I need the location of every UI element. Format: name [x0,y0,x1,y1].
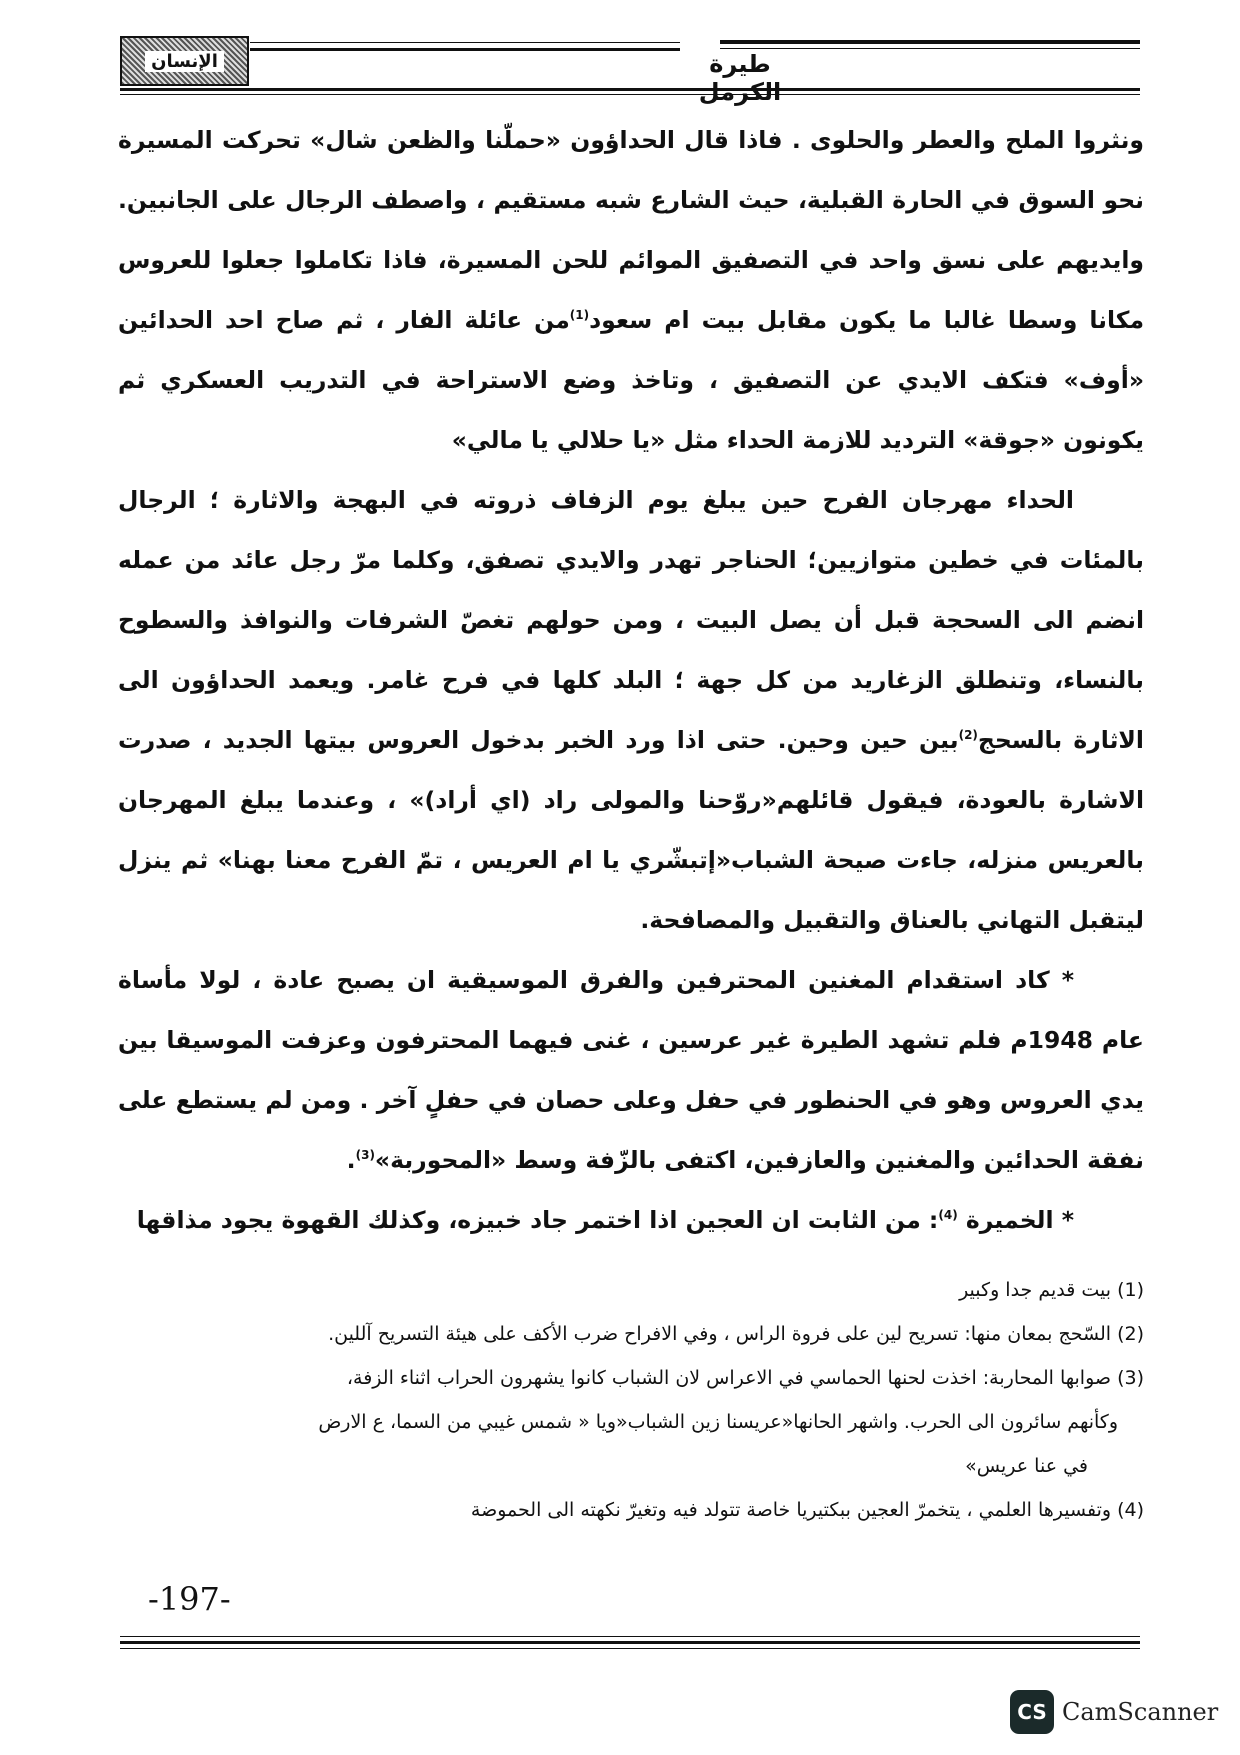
publication-logo [120,36,249,86]
header-rule [720,40,1140,44]
page-header [120,28,1140,106]
footnote-reference: (2) [958,728,978,743]
footnote: (2) السّحج بمعان منها: تسريح لين على فروة الراس ، وفي الافراح ضرب الأكف على هيئة التسريح آللين. [328,1323,1144,1345]
body-text [118,110,1144,1250]
paragraph: * الخميرة $^{(4)}$: من الثابت ان العجين اذا اختمر جاد خبيزه، وكذلك القهوة يجود مذاقها [136,1206,1074,1234]
footnote: (1) بيت قديم جدا وكبير [959,1279,1144,1301]
paragraph: ونثروا الملح والعطر والحلوى . فاذا قال الحداؤون «حملّنا والظعن شال» تحركت المسيرة نحو السوق في الحارة القبلية، حيث الشارع شبه مستقيم ، واصطف الرجال على الجانبين. وايديهم على نسق واحد في التصفيق الموائم للحن المسيرة، فاذا تكاملوا جعلوا للعروس مكانا وسطا غالبا ما يكون مقابل بيت ام سعود$^{(1)}$من عائلة الفار ، ثم صاح احد الحدائين «أوف» فتكف الايدي عن التصفيق ، وتاخذ وضع الاستراحة في التدريب العسكري ثم يكونون «جوقة» الترديد للازمة الحداء مثل «يا حلالي يا مالي» [118,126,1145,454]
header-rule [120,88,1140,91]
paragraph: الحداء مهرجان الفرح حين يبلغ يوم الزفاف ذروته في البهجة والاثارة ؛ الرجال بالمئات في خطين متوازيين؛ الحناجر تهدر والايدي تصفق، وكلما مرّ رجل عائد من عمله انضم الى السحجة قبل أن يصل البيت ، ومن حولهم تغصّ الشرفات والنوافذ والسطوح بالنساء، وتنطلق الزغاريد من كل جهة ؛ البلد كلها في فرح غامر. ويعمد الحداؤون الى الاثارة بالسحج$^{(2)}$بين حين وحين. حتى اذا ورد الخبر بدخول العروس بيتها الجديد ، صدرت الاشارة بالعودة، فيقول قائلهم«روّحنا والمولى راد (اي أراد)» ، وعندما يبلغ المهرجان بالعريس منزله، جاءت صيحة الشباب«إتبشّري يا ام العريس ، تمّ الفرح معنا بهنا» ثم ينزل ليتقبل التهاني بالعناق والتقبيل والمصافحة. [118,486,1144,934]
running-title: طيرة الكرمل [698,50,782,106]
header-rule [250,42,680,43]
camscanner-watermark [1010,1690,1218,1734]
footnote: (3) صوابها المحاربة: اخذت لحنها الحماسي في الاعراس لان الشباب كانوا يشهرون الحراب اثناء الزفة، [346,1367,1144,1389]
footnote-reference: (4) [938,1208,958,1223]
footnote-reference: (3) [355,1148,375,1163]
header-rule [120,94,1140,95]
footer-rule [120,1636,1140,1637]
footnote-reference: (1) [569,308,590,323]
watermark-text: CamScanner [1062,1698,1219,1726]
footnotes [118,1268,1144,1532]
camscanner-logo-icon: CS [1010,1690,1054,1734]
footnote-continuation: في عنا عريس» [965,1455,1088,1477]
footnote-continuation: وكأنهم سائرون الى الحرب. واشهر الحانها«عريسنا زين الشباب«ويا « شمس غيبي من السما، ع الارض [318,1411,1118,1433]
logo-label: الإنسان [145,51,224,72]
footer-rule [120,1648,1140,1649]
paragraph: * كاد استقدام المغنين المحترفين والفرق الموسيقية ان يصبح عادة ، لولا مأساة عام 1948م فلم تشهد الطيرة غير عرسين ، غنى فيهما المحترفون وعزفت الموسيقا بين يدي العروس وهو في الحنطور في حفل وعلى حصان في حفلٍ آخر . ومن لم يستطع على نفقة الحدائين والمغنين والعازفين، اكتفى بالزّفة وسط «المحوربة»$^{(3)}$. [118,966,1144,1174]
header-rule [250,48,680,51]
header-rule [720,48,1140,49]
footnote: (4) وتفسيرها العلمي ، يتخمرّ العجين ببكتيريا خاصة تتولد فيه وتغيرّ نكهته الى الحموضة [470,1499,1144,1521]
page-number: -197- [148,1580,231,1618]
footer-rule [120,1641,1140,1644]
